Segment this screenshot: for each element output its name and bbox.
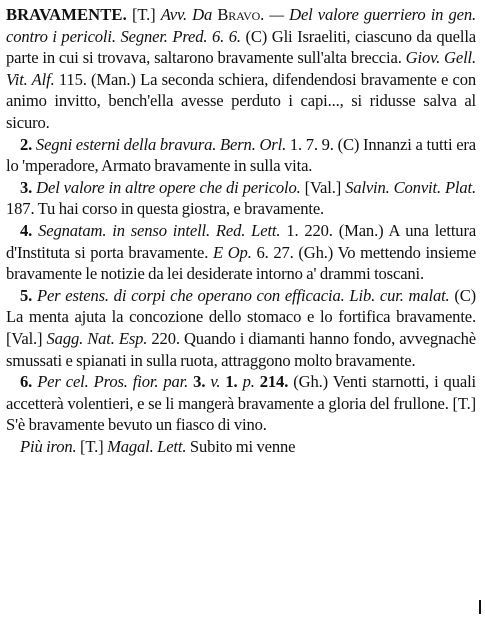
quote-bern: Innanzi a tutti era lo 'mperadore, Armato bravamente in sulla vita. [6,134,476,176]
gh-mark: (Gh.) [293,372,328,392]
quote-pros: Venti starnotti, i quali accetterà volentieri, e se li mangerà bravamente a gloria del frullone. [6,372,476,413]
source-salvin-number: 187. [6,199,35,219]
source-red-op: E Op. [213,242,252,262]
source-red-numbers: 1. 220. [286,220,333,240]
sense-number-3: 3. [20,177,33,197]
quote-red-1: A una lettura d'Instituta si porta bravamente. [6,220,477,262]
source-pros-p: p. [242,372,255,392]
source-pros-part: 3. [193,372,206,392]
dictionary-entry [6,4,476,457]
man-mark: (Man.) [91,69,136,89]
source-sagg: Sagg. Nat. Esp. [46,328,148,348]
sense-7: Più iron. [20,436,77,456]
sense-5: Per estens. di corpi che operano con efficacia. [36,285,345,305]
tag-t: [T.] [80,436,104,456]
source-sagg-number: 220. [151,328,180,348]
crusca-mark: (C) [245,26,268,46]
entry-paragraph-1 [6,4,476,134]
source-red-op-numbers: 6. 27. [256,242,294,262]
sense-number-4: 4. [20,220,33,240]
source-2: Giov. Gell. Vit. Alf. [6,48,476,89]
entry-paragraph-6 [6,371,476,436]
etymon: Bravo. [217,5,265,24]
headword: BRAVAMENTE. [6,5,127,24]
source-2-number: 115. [58,69,87,89]
entry-paragraph-5 [6,285,476,371]
source-magal: Magal. Lett. [107,436,187,456]
quote-lib: La menta ajuta la concozione dello stomaco e lo fortifica bravamente. [6,307,476,327]
source-bern: Bern. Orl. [220,134,287,154]
sense-number-5: 5. [20,285,33,305]
entry-paragraph-2 [6,134,476,177]
source-red: Red. Lett. [215,220,281,240]
quote-salvin: Tu hai corso in questa giostra, e bravamente. [37,199,325,219]
column-edge-rule [479,600,481,614]
sense-4: Segnatam. in senso intell. [38,220,210,240]
tag-val: [Val.] [6,328,43,348]
source-pros-v: v. [210,372,221,392]
tag-t: [T.] [452,393,477,413]
source-lib: Lib. cur. malat. [349,285,450,305]
gh-mark: (Gh.) [298,242,334,262]
crusca-mark: (C) [337,134,360,154]
grammar-note: Avv. Da [160,5,213,24]
quote-sagg: Quando i diamanti hanno fondo, avvegnachè smussati e spianati in sulla ruota, attraggono molto bravamente. [6,328,477,370]
sense-6: Per cel. Pros. fior. par. [37,372,189,392]
tag-t: [T.] [132,5,156,24]
entry-paragraph-4 [6,220,476,285]
sense-number-6: 6. [20,372,33,392]
source-salvin: Salvin. Convit. Plat. [345,177,476,197]
entry-paragraph-7 [6,436,476,458]
quote-1: Gli Israeliti, ciascuno da quella parte in cui si trovava, saltarono bravamente sull'alta breccia. [6,26,477,68]
quote-2: La seconda schiera, difendendosi bravamente e con animo invitto, bench'ella avesse perduto i capi..., si ridusse salva al sicuro. [6,69,476,132]
sense-3: Del valore in altre opere che di pericolo. [36,177,301,197]
crusca-mark: (C) [454,285,477,305]
source-bern-numbers: 1. 7. 9. [289,134,334,154]
man-mark: (Man.) [338,220,384,240]
sense-1: — Del valore guerriero in gen. contro i pericoli. [6,5,476,46]
quote-t: S'è bravamente bevuto un fiasco di vino. [6,415,267,435]
entry-paragraph-3 [6,177,476,220]
quote-magal: Subito mi venne [189,436,296,456]
sense-number-2: 2. [20,134,33,154]
sense-2: Segni esterni della bravura. [35,134,217,154]
source-pros-pnum: 214. [259,372,289,392]
source-1: Segner. Pred. 6. 6. [120,26,241,46]
quote-red-2: Vo mettendo insieme bravamente le notizie da lei desiderate intorno a' drammi toscani. [6,242,477,284]
source-pros-vnum: 1. [225,372,238,392]
tag-val: [Val.] [304,177,342,197]
